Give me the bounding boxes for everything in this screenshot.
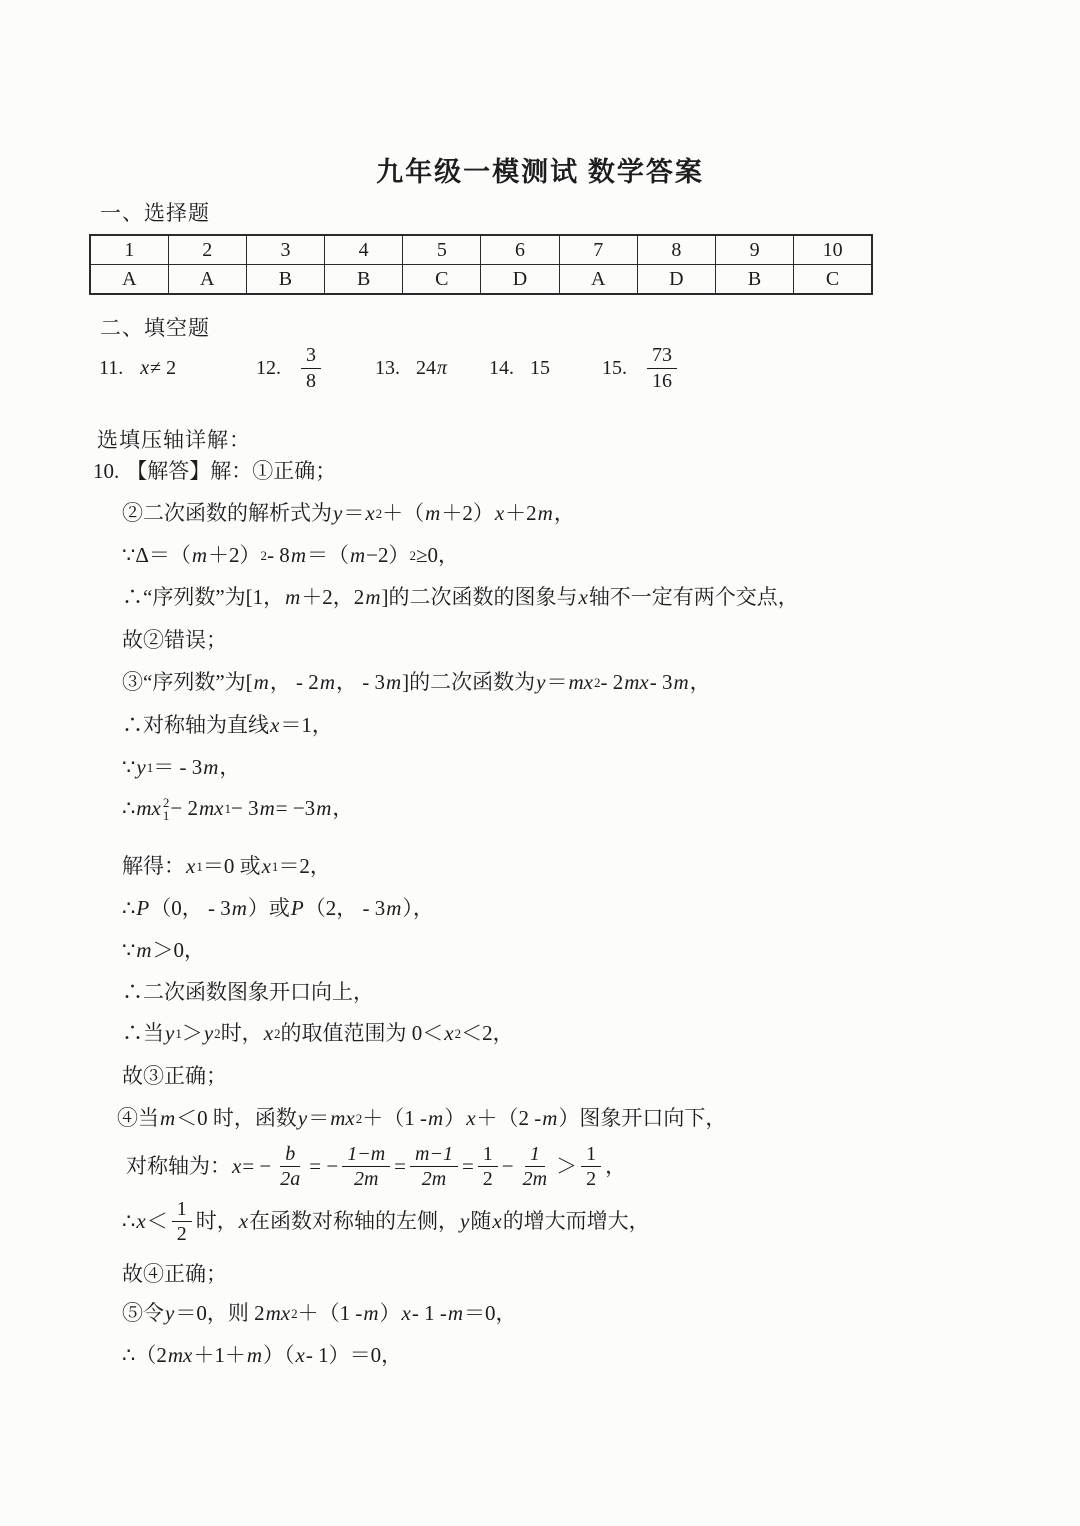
solution-line: 解得： x 1 ＝0 或 x 1 ＝2， bbox=[122, 854, 331, 878]
math-var: m bbox=[425, 501, 441, 525]
solution-line: ∵Δ＝（ m ＋2） 2 - 8 m ＝（ m −2） 2 ≥0， bbox=[122, 543, 460, 567]
math-var: x bbox=[136, 1209, 146, 1234]
math-var: x bbox=[365, 501, 375, 525]
superscript: 2 bbox=[162, 794, 170, 810]
table-cell: 6 bbox=[481, 235, 559, 265]
math-var: x bbox=[295, 1343, 305, 1367]
solution-line bbox=[93, 458, 336, 485]
math-var: m bbox=[253, 670, 269, 694]
math-var: m bbox=[136, 938, 152, 962]
fraction-denominator: 2 bbox=[176, 1223, 187, 1246]
fraction bbox=[410, 1143, 458, 1191]
math-var: x bbox=[270, 713, 280, 737]
subscript: 1 bbox=[162, 807, 170, 823]
math-var: m bbox=[203, 755, 219, 779]
math-var: y bbox=[165, 1021, 175, 1045]
math-var: y bbox=[460, 1209, 470, 1234]
fill-answer-label: 14. bbox=[489, 356, 514, 379]
table-cell: D bbox=[481, 265, 559, 295]
math-var: m bbox=[365, 585, 381, 609]
fraction-denominator: 2a bbox=[280, 1168, 301, 1191]
solution-line: 故④正确； bbox=[122, 1262, 227, 1286]
math-var: m bbox=[386, 896, 402, 920]
math-var: y bbox=[333, 501, 343, 525]
solution-line: 故③正确； bbox=[122, 1064, 227, 1088]
solution-line: ∴二次函数图象开口向上， bbox=[122, 980, 374, 1004]
fraction bbox=[581, 1143, 601, 1191]
table-cell: A bbox=[559, 265, 637, 295]
solution-line: ③“序列数”为[ m ， - 2 m ， - 3 m ]的二次函数为 y ＝ mx 2 - 2 mx - 3 m ， bbox=[122, 670, 711, 694]
solution-line: ∴“序列数”为[1， m ＋2，2 m ]的二次函数的图象与 x 轴不一定有两个交点， bbox=[122, 585, 799, 609]
fraction-numerator: 3 bbox=[301, 344, 321, 368]
table-cell: 8 bbox=[637, 235, 715, 265]
math-var: y bbox=[165, 1301, 175, 1325]
fill-answer-value: 15 bbox=[530, 356, 550, 379]
math-var: x bbox=[492, 1209, 502, 1234]
math-var: x bbox=[444, 1021, 454, 1045]
fill-answer-label: 15. bbox=[602, 356, 627, 379]
fraction-numerator: 1−m bbox=[342, 1143, 390, 1167]
table-cell: 9 bbox=[716, 235, 794, 265]
math-var: m bbox=[285, 585, 301, 609]
fraction-numerator: b bbox=[280, 1143, 300, 1167]
fraction bbox=[172, 1198, 192, 1246]
solution-line: ∴ mx 2 1 − 2 mx 1 − 3 m = −3 m ， bbox=[122, 794, 354, 823]
math-var: x bbox=[238, 1209, 249, 1234]
solution-line-text: 【解答】解：①正确； bbox=[126, 459, 337, 483]
table-cell: A bbox=[90, 265, 168, 295]
math-var: x bbox=[261, 854, 271, 878]
table-cell: 7 bbox=[559, 235, 637, 265]
fraction-denominator: 2m bbox=[353, 1168, 379, 1191]
fraction bbox=[275, 1143, 305, 1191]
solution-line: ∴对称轴为直线 x ＝1， bbox=[122, 713, 333, 737]
math-var: m bbox=[542, 1106, 558, 1130]
math-var: m bbox=[385, 670, 402, 694]
table-cell: A bbox=[168, 265, 246, 295]
math-var: m bbox=[160, 1106, 176, 1130]
math-var: x bbox=[494, 501, 505, 525]
table-cell: 5 bbox=[403, 235, 481, 265]
fraction-numerator: 1 bbox=[478, 1143, 498, 1167]
math-var: y bbox=[297, 1106, 308, 1130]
math-var: mx bbox=[568, 670, 593, 694]
table-cell: 3 bbox=[246, 235, 324, 265]
math-var: m bbox=[349, 543, 366, 567]
math-var: mx bbox=[167, 1343, 193, 1367]
fraction-numerator: 1 bbox=[525, 1143, 545, 1167]
table-cell: 1 bbox=[90, 235, 168, 265]
table-cell: 10 bbox=[794, 235, 872, 265]
math-var: π bbox=[437, 356, 448, 379]
fill-answer-label: 12. bbox=[256, 356, 281, 379]
math-var: x bbox=[401, 1301, 411, 1325]
math-var: m bbox=[246, 1343, 263, 1367]
fraction-numerator: m−1 bbox=[410, 1143, 458, 1167]
solution-line: ∴当 y 1 ＞ y 2 时， x 2 的取值范围为 0＜ x 2 ＜2， bbox=[122, 1021, 514, 1045]
solution-line: ∴ x ＜ $\frac{1}{2}$ 时， x 在函数对称轴的左侧， y 随 x 的增大而增大， bbox=[122, 1198, 650, 1246]
solution-line: ④当 m ＜0 时，函数 y ＝ mx 2 ＋（1 - m ） x ＋（2 - m ）图象开口向下， bbox=[117, 1106, 727, 1130]
fill-answer-value: x ≠ 2 bbox=[140, 356, 177, 379]
math-var: m bbox=[447, 1301, 464, 1325]
fraction bbox=[518, 1143, 552, 1191]
fraction bbox=[478, 1143, 498, 1191]
fraction-denominator: 16 bbox=[652, 369, 672, 392]
math-var: mx bbox=[330, 1106, 355, 1130]
fraction-denominator: 2m bbox=[421, 1168, 447, 1191]
math-var: x bbox=[186, 854, 196, 878]
math-var: m bbox=[673, 670, 689, 694]
math-var: m bbox=[319, 670, 335, 694]
math-var: m bbox=[290, 543, 306, 567]
fraction-denominator: 2m bbox=[522, 1168, 548, 1191]
sub-sup-stack bbox=[163, 796, 170, 822]
math-var: x bbox=[140, 356, 150, 379]
fraction-numerator: 1 bbox=[172, 1198, 192, 1222]
math-var: mx bbox=[136, 796, 161, 820]
fraction-denominator: 2 bbox=[586, 1168, 597, 1191]
math-var: mx bbox=[265, 1301, 291, 1325]
math-var: y bbox=[203, 1021, 214, 1045]
solution-line: 故②错误； bbox=[122, 628, 227, 652]
fill-answer-label: 13. bbox=[375, 356, 400, 379]
fill-answer-value: 24 π bbox=[416, 356, 448, 379]
math-var: m bbox=[363, 1301, 379, 1325]
math-var: x bbox=[578, 585, 588, 609]
table-cell: 4 bbox=[325, 235, 403, 265]
fraction-denominator: 2 bbox=[482, 1168, 493, 1191]
solution-line: ②二次函数的解析式为 y ＝ x 2 ＋（ m ＋2） x ＋2 m ， bbox=[122, 501, 575, 525]
math-var: m bbox=[191, 543, 208, 567]
table-cell: C bbox=[403, 265, 481, 295]
fill-answer-label: 11. bbox=[99, 356, 124, 379]
math-var: y bbox=[136, 755, 146, 779]
table-cell: 2 bbox=[168, 235, 246, 265]
question-number: 10. bbox=[93, 459, 120, 483]
table-cell: B bbox=[246, 265, 324, 295]
math-var: y bbox=[536, 670, 546, 694]
math-var: m bbox=[316, 796, 332, 820]
table-cell: C bbox=[794, 265, 872, 295]
detail-heading: 选填压轴详解： bbox=[97, 428, 251, 452]
math-var: x bbox=[232, 1154, 242, 1179]
math-var: m bbox=[259, 796, 275, 820]
solution-line: ∵ y 1 ＝ - 3 m ， bbox=[122, 755, 241, 779]
math-var: mx bbox=[624, 670, 649, 694]
fraction-numerator: 73 bbox=[647, 344, 677, 368]
solution-line: ∴（2 mx ＋1＋ m ）（ x - 1）＝0， bbox=[122, 1343, 403, 1367]
math-var: x bbox=[263, 1021, 274, 1045]
math-var: m bbox=[231, 896, 247, 920]
section-heading-fill: 二、填空题 bbox=[100, 316, 210, 340]
solution-line: ⑤令 y ＝0，则 2 mx 2 ＋（1 - m ） x - 1 - m ＝0， bbox=[122, 1301, 517, 1325]
fraction-numerator: 1 bbox=[581, 1143, 601, 1167]
section-heading-choice: 一、选择题 bbox=[100, 201, 210, 225]
fraction-denominator: 8 bbox=[306, 369, 316, 392]
math-var: m bbox=[537, 501, 553, 525]
math-var: m bbox=[428, 1106, 444, 1130]
table-cell: B bbox=[325, 265, 403, 295]
math-var: P bbox=[290, 896, 304, 920]
math-var: mx bbox=[198, 796, 224, 820]
math-var: x bbox=[466, 1106, 476, 1130]
fraction bbox=[342, 1143, 390, 1191]
math-var: P bbox=[136, 896, 150, 920]
solution-line: 对称轴为： x = − $\frac{b}{2a}$ = − $\frac{1-m}{2m}$ = $\frac{m-1}{2m}$ = $\frac{1}{2}$ − $\frac{1}{2m}$ ＞ $\frac{1}{2}$ ， bbox=[126, 1143, 627, 1191]
table-cell: D bbox=[637, 265, 715, 295]
page-title: 九年级一模测试 数学答案 bbox=[376, 157, 704, 187]
solution-line: ∵ m ＞0， bbox=[122, 938, 206, 962]
table-cell: B bbox=[716, 265, 794, 295]
solution-line: ∴ P （0， - 3 m ）或 P （2， - 3 m ）， bbox=[122, 896, 434, 920]
